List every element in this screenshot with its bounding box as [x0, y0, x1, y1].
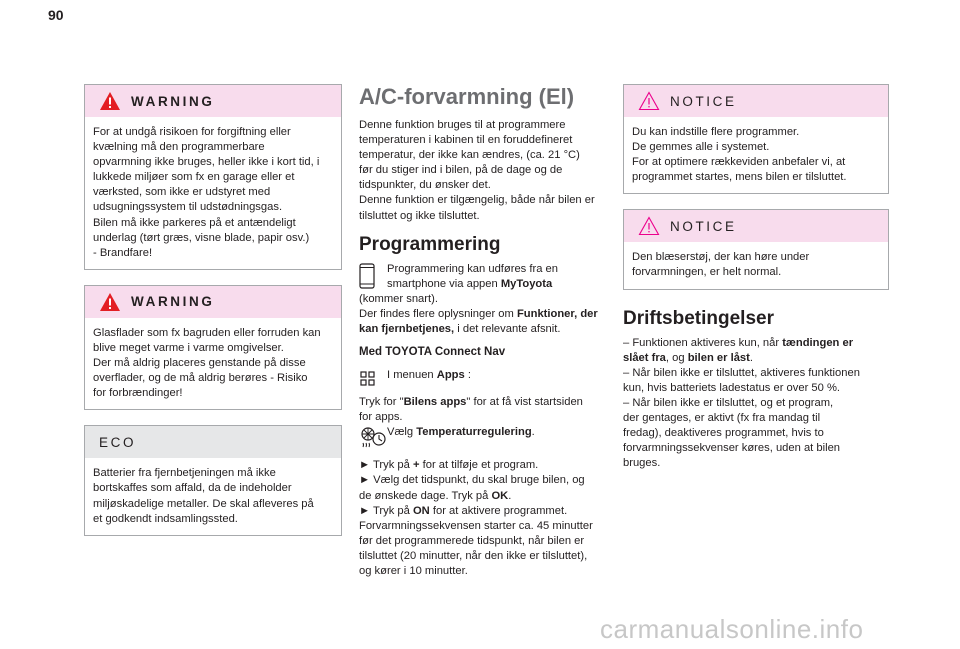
- apps-menu-row: [359, 366, 611, 387]
- bold-span: slået fra: [623, 351, 666, 364]
- text-span: , og: [665, 351, 688, 364]
- eco-header: [85, 426, 341, 458]
- step-line: [359, 458, 611, 473]
- text-span: – Funktionen aktiveres kun, når: [623, 336, 783, 349]
- text-line: tilsluttet (20 minutter, når den ikke er tilsluttet),: [359, 549, 588, 562]
- text-line: De gemmes alle i systemet.: [632, 141, 770, 154]
- text-line: [623, 336, 889, 351]
- text-line: – Når bilen ikke er tilsluttet, aktiveres funktionen: [623, 366, 860, 379]
- bold-span: OK: [491, 489, 509, 502]
- text-line: Glasflader som fx bagruden eller forruden kan: [93, 326, 321, 339]
- warning-title: WARNING: [131, 294, 215, 310]
- text-line: før det programmerede tidspunkt, når bilen er: [359, 534, 585, 547]
- text-span: for at aktivere programmet.: [429, 504, 568, 517]
- text-span: ► Tryk på: [359, 504, 413, 517]
- text-line: miljøskadelige metaller. De skal afleveres på: [93, 497, 314, 510]
- notice-title: NOTICE: [670, 218, 737, 234]
- step-line: [359, 504, 611, 519]
- text-line: – Når bilen ikke er tilsluttet, og et program,: [623, 396, 834, 409]
- smartphone-row: [359, 262, 611, 292]
- notice-icon: [638, 216, 660, 236]
- text-line: temperaturen i kabinen til en foruddefineret: [359, 134, 573, 147]
- text-line: opvarmning ikke bruges, heller ikke i kort tid, i: [93, 156, 320, 169]
- warning-box-hot-glass: [84, 285, 342, 410]
- conditions-heading: Driftsbetingelser: [623, 307, 774, 329]
- notice-header: [624, 210, 888, 242]
- text-line: Batterier fra fjernbetjeningen må ikke: [93, 467, 276, 480]
- middle-column: [359, 84, 611, 579]
- text-line: [387, 366, 471, 383]
- notice-box-fan-noise: [623, 209, 889, 289]
- warning-box-fire: [84, 84, 342, 270]
- text-line: Denne funktion bruges til at programmere: [359, 119, 566, 131]
- app-name: MyToyota: [500, 277, 553, 290]
- text-span: .: [508, 489, 512, 502]
- text-line: der gentages, er aktivt (fx fra mandag til: [623, 412, 821, 425]
- eco-body: [85, 458, 341, 534]
- text-line: temperatur, der ikke kan ændres, (ca. 21 °C): [359, 149, 580, 162]
- text-line: underlag (tørt græs, visne blade, papir osv.): [93, 231, 310, 244]
- text-line: (kommer snart).: [359, 292, 438, 305]
- text-line: programmet startes, mens bilen er tilsluttet.: [632, 171, 847, 184]
- bold-span: kan fjernbetjenes,: [359, 323, 455, 336]
- text-line: [387, 277, 558, 292]
- text-line: tilsluttet og ikke tilsluttet.: [359, 209, 480, 222]
- programming-heading: Programmering: [359, 233, 501, 255]
- section-title: A/C-forvarmning (El): [359, 84, 575, 109]
- warning-title: WARNING: [131, 93, 215, 109]
- text-span: .: [531, 426, 535, 439]
- text-line: Denne funktion er tilgængelig, både når bilen er: [359, 194, 595, 207]
- text-line: bortskaffes som affald, da de indeholder: [93, 482, 292, 495]
- text-line: og kører i 10 minutter.: [359, 564, 468, 577]
- text-line: [359, 307, 611, 322]
- text-span: ► Tryk på: [359, 459, 413, 472]
- text-line: udsugningssystem til udstødningsgas.: [93, 201, 283, 214]
- text-line: [359, 322, 611, 337]
- text-span: smartphone via appen: [387, 277, 501, 290]
- text-line: Programmering kan udføres fra en: [387, 262, 558, 275]
- step-line: ► Vælg det tidspunkt, du skal bruge bilen, og: [359, 474, 585, 487]
- notice-header: [624, 85, 888, 117]
- bold-span: Funktioner, der: [516, 307, 598, 320]
- temperature-row: [359, 425, 611, 450]
- text-span: .: [749, 351, 753, 364]
- text-line: kvælning må den programmerbare: [93, 141, 265, 154]
- connect-heading: Med TOYOTA Connect Nav: [359, 346, 506, 359]
- bold-span: bilen er låst: [687, 351, 750, 364]
- apps-menu-label: Apps: [436, 369, 465, 382]
- text-line: [359, 395, 611, 410]
- text-line: - Brandfare!: [93, 246, 153, 259]
- text-line: før du stiger ind i bilen, på de dage og de: [359, 164, 563, 177]
- text-span: :: [464, 369, 471, 382]
- text-line: Du kan indstille flere programmer.: [632, 126, 800, 138]
- bold-span: +: [412, 459, 420, 472]
- text-line: lukkede miljøer som fx en garage eller et: [93, 171, 295, 184]
- warning-body: [85, 117, 341, 269]
- text-span: I menuen: [387, 369, 437, 382]
- text-line: For at undgå risikoen for forgiftning eller: [93, 126, 291, 138]
- text-line: For at optimere rækkeviden anbefaler vi, at: [632, 156, 846, 169]
- text-span: Der findes flere oplysninger om: [359, 307, 517, 320]
- smartphone-icon: [359, 263, 375, 289]
- right-column: [623, 84, 889, 471]
- notice-body: [624, 242, 888, 288]
- step-line: [359, 489, 611, 504]
- warning-icon: [99, 292, 121, 312]
- text-span: Vælg: [387, 426, 417, 439]
- text-span: " for at få vist startsiden: [466, 396, 583, 409]
- text-line: Der må aldrig placeres genstande på disse: [93, 357, 306, 370]
- text-span: for at tilføje et program.: [419, 459, 539, 472]
- text-line: Den blæserstøj, der kan høre under: [632, 251, 810, 264]
- text-line: for forbrændinger!: [93, 387, 183, 400]
- warning-header: [85, 286, 341, 318]
- temperature-label: Temperaturregulering: [416, 426, 532, 439]
- text-line: overflader, og de må aldrig berøres - Risiko: [93, 372, 308, 385]
- text-line: [623, 351, 889, 366]
- notice-body: [624, 117, 888, 193]
- text-span: Tryk for ": [359, 396, 404, 409]
- bold-span: Bilens apps: [403, 396, 467, 409]
- watermark: carmanualsonline.info: [600, 614, 864, 644]
- text-line: blive meget varme i varme omgivelser.: [93, 341, 284, 354]
- text-line: tidspunkter, du ønsker det.: [359, 179, 491, 192]
- warning-header: [85, 85, 341, 117]
- apps-grid-icon: [359, 367, 377, 387]
- bold-span: ON: [412, 504, 430, 517]
- text-line: for apps.: [359, 411, 403, 424]
- text-line: fredag), deaktiveres programmet, hvis to: [623, 427, 824, 440]
- eco-box: [84, 425, 342, 535]
- warning-icon: [99, 91, 121, 111]
- page-number: 90: [48, 7, 64, 23]
- notice-title: NOTICE: [670, 93, 737, 109]
- text-line: [387, 425, 535, 440]
- text-line: kun, hvis batteriets ladestatus er over 50 %.: [623, 381, 841, 394]
- bold-span: tændingen er: [782, 336, 854, 349]
- text-span: de ønskede dage. Tryk på: [359, 489, 492, 502]
- warning-body: [85, 318, 341, 409]
- temperature-regulation-icon: [359, 426, 387, 450]
- text-line: et godkendt indsamlingssted.: [93, 512, 238, 525]
- eco-title: ECO: [99, 434, 137, 450]
- text-line: forvarmningen, er helt normal.: [632, 266, 782, 279]
- text-line: bruges.: [623, 457, 661, 470]
- left-column: [84, 84, 342, 551]
- notice-icon: [638, 91, 660, 111]
- notice-box-programs: [623, 84, 889, 194]
- text-span: i det relevante afsnit.: [454, 323, 561, 336]
- text-line: forvarmningssekvenser køres, uden at bilen: [623, 442, 841, 455]
- text-line: værksted, som ikke er udstyret med: [93, 186, 271, 199]
- text-line: Bilen må ikke parkeres på et antændeligt: [93, 216, 296, 229]
- text-line: Forvarmningssekvensen starter ca. 45 minutter: [359, 519, 593, 532]
